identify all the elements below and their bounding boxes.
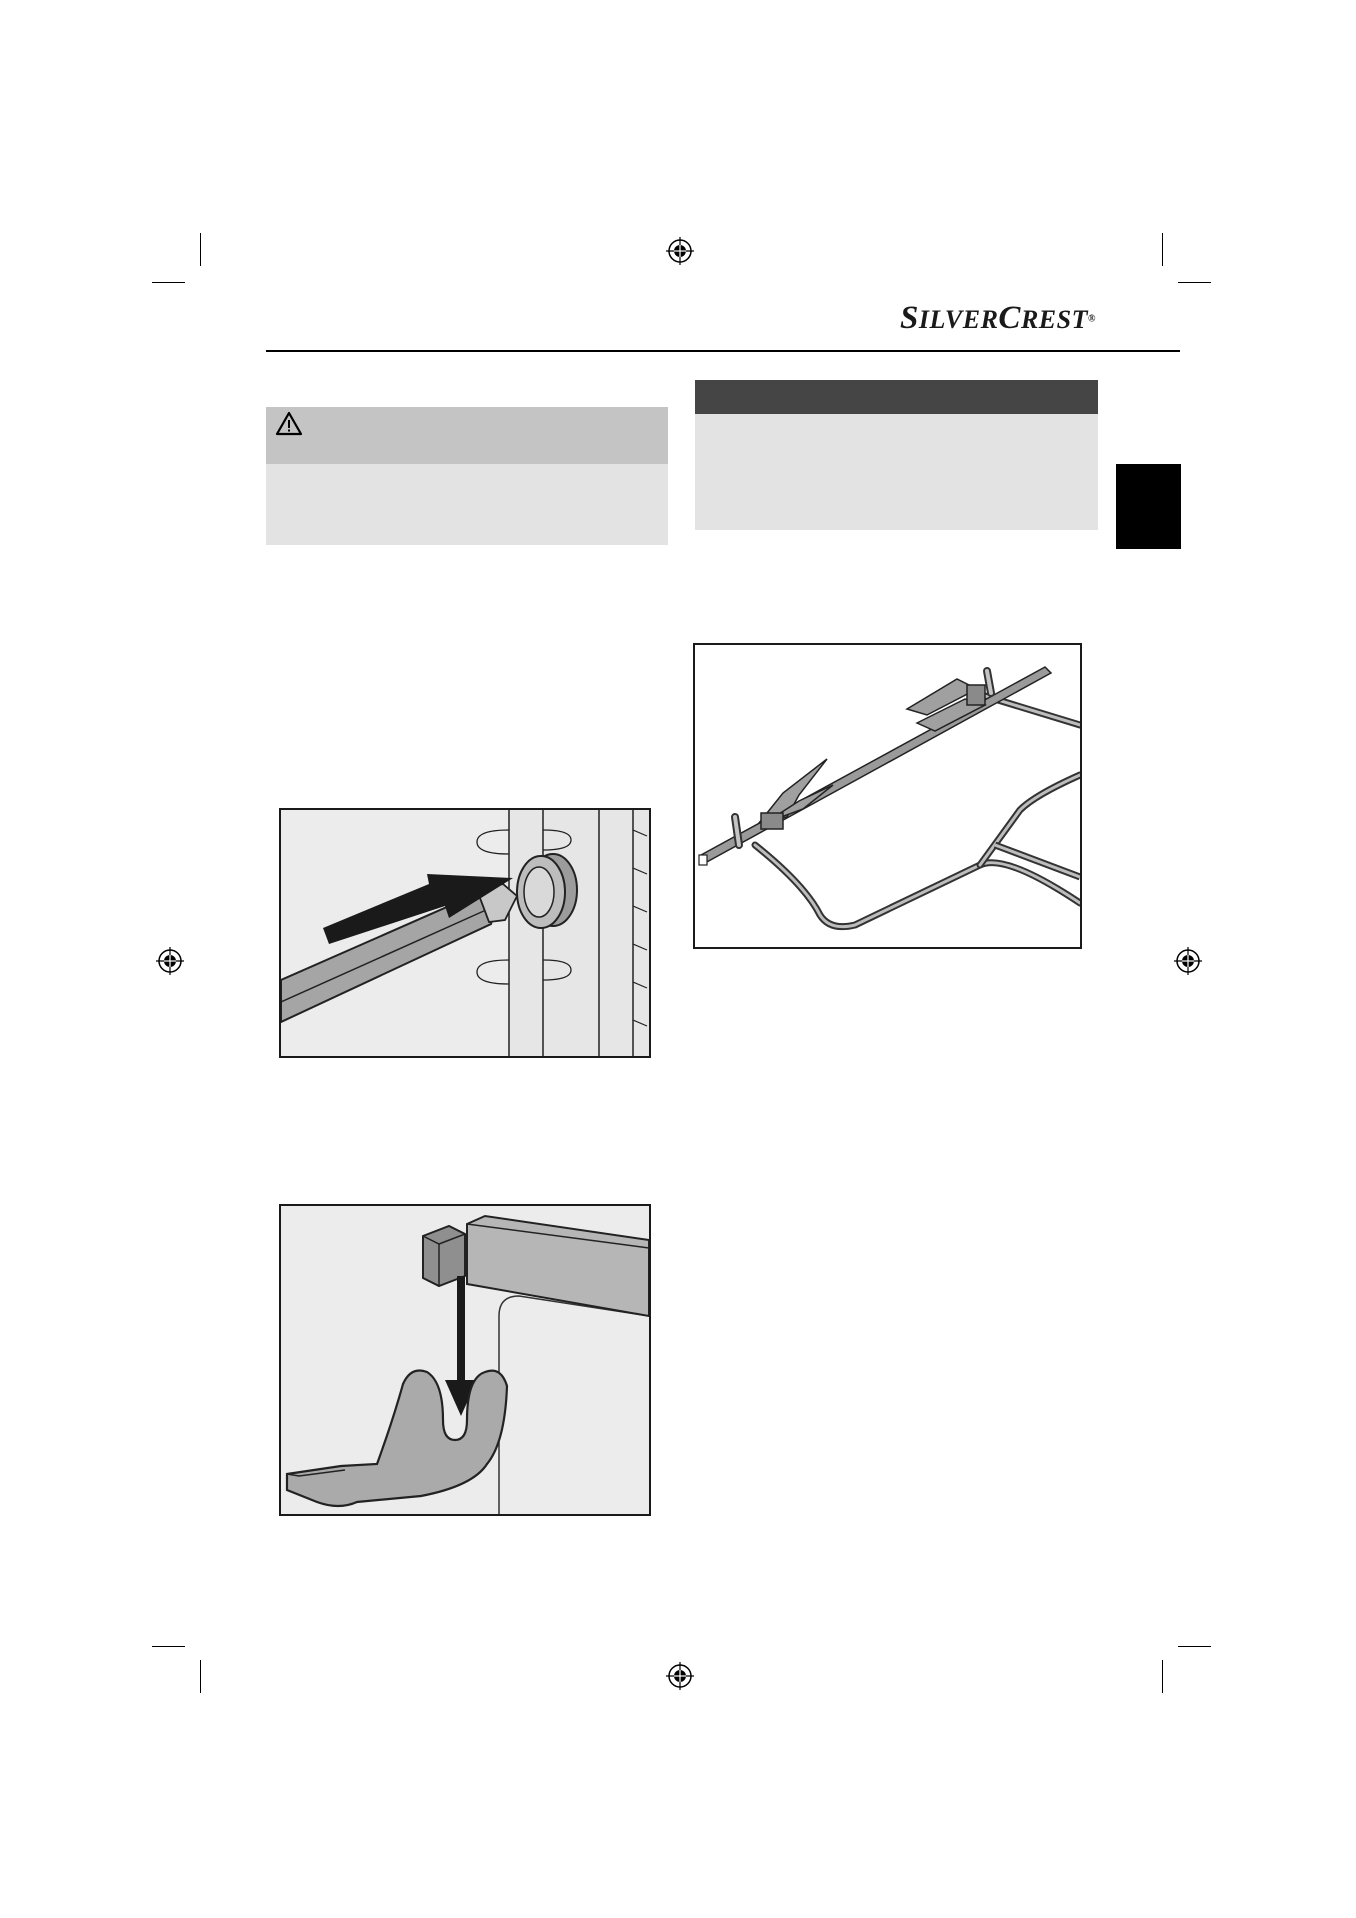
registration-mark-icon — [1174, 947, 1202, 975]
crop-mark — [152, 282, 185, 283]
language-tab — [1116, 464, 1181, 549]
registered-mark: ® — [1087, 313, 1096, 325]
note-box-header — [695, 380, 1098, 414]
crop-mark — [200, 233, 201, 266]
warning-triangle-icon — [275, 411, 303, 437]
registration-mark-icon — [666, 237, 694, 265]
figure-rotisserie — [693, 643, 1082, 949]
header-rule — [266, 350, 1180, 352]
warning-box-body — [266, 464, 668, 545]
registration-mark-icon — [156, 947, 184, 975]
crop-mark — [1162, 233, 1163, 266]
registration-mark-icon — [666, 1662, 694, 1690]
crop-mark — [1178, 1646, 1211, 1647]
brand-logo: SILVERCREST® — [900, 300, 1096, 336]
crop-mark — [152, 1646, 185, 1647]
figure-bracket — [279, 1204, 651, 1516]
crop-mark — [1178, 282, 1211, 283]
crop-mark — [1162, 1660, 1163, 1693]
note-box-body — [695, 414, 1098, 530]
crop-mark — [200, 1660, 201, 1693]
figure-screwdriver — [279, 808, 651, 1058]
warning-box-header — [266, 407, 668, 464]
